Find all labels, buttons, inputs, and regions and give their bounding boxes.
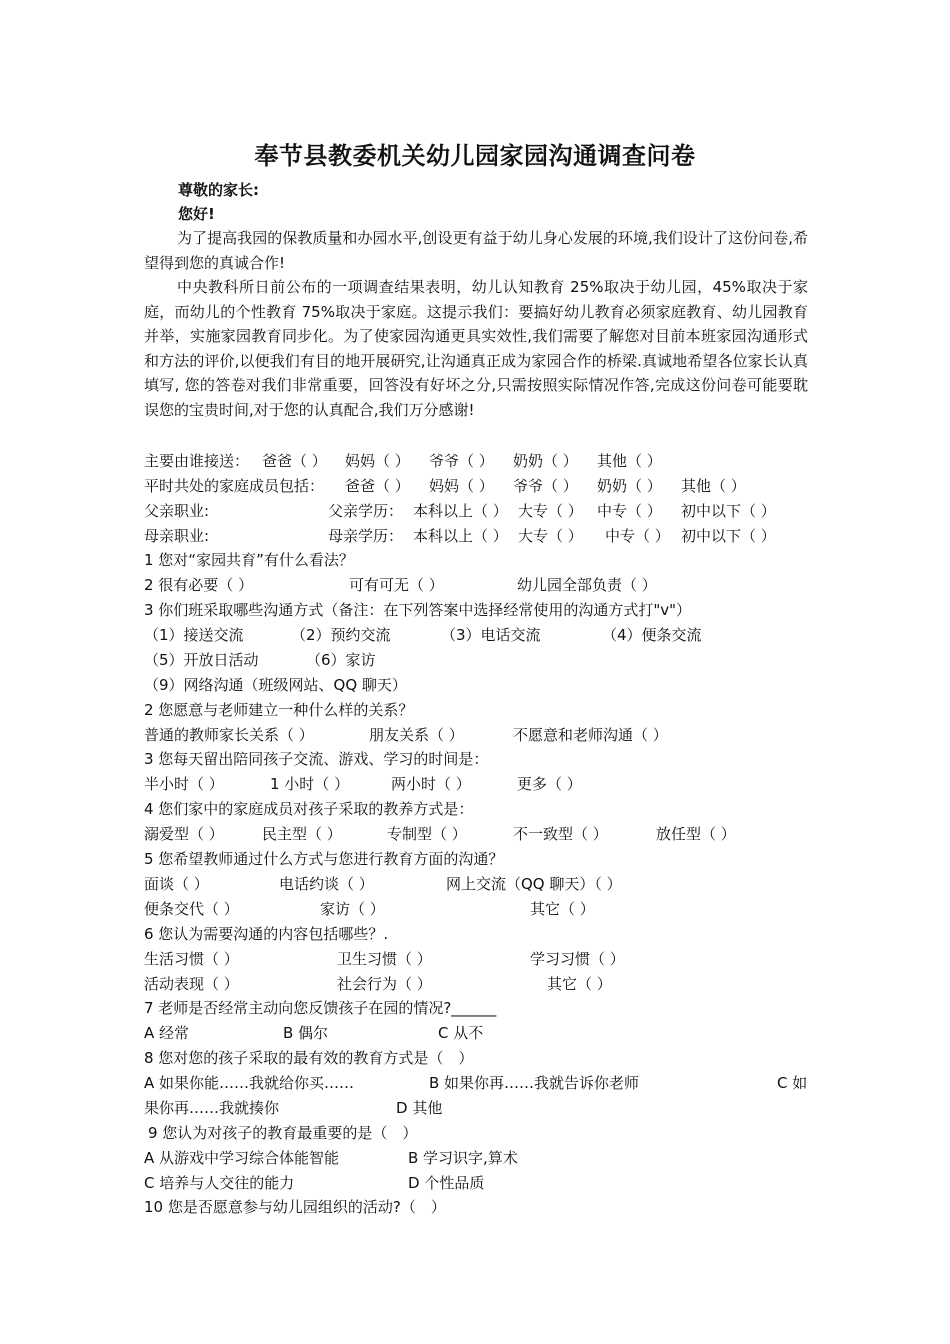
pickup-option: 其他（ ） bbox=[597, 452, 662, 470]
q7-option: A 经常 bbox=[144, 1024, 190, 1042]
q2-option: 朋友关系（ ） bbox=[369, 726, 464, 744]
mother-job-label: 母亲职业: bbox=[144, 527, 210, 545]
q6-option: 其它（ ） bbox=[547, 975, 612, 993]
q5-option: 面谈（ ） bbox=[144, 875, 209, 893]
q7-option: B 偶尔 bbox=[283, 1024, 329, 1042]
family-option: 奶奶（ ） bbox=[597, 477, 662, 495]
pickup-option: 爸爸（ ） bbox=[262, 452, 327, 470]
question-7: 7 老师是否经常主动向您反馈孩子在园的情况?______ bbox=[144, 999, 497, 1017]
mother-edu-label: 母亲学历： bbox=[328, 527, 404, 545]
pickup-label: 主要由谁接送： bbox=[144, 452, 250, 470]
mother-edu-option: 大专（ ） bbox=[518, 527, 583, 545]
q3b-option: 1 小时（ ） bbox=[270, 775, 350, 793]
q9-option: B 学习识字,算术 bbox=[408, 1149, 518, 1167]
q8-option: D 其他 bbox=[396, 1099, 443, 1117]
q7-option: C 从不 bbox=[438, 1024, 484, 1042]
q4-option: 放任型（ ） bbox=[656, 825, 736, 843]
q3b-option: 半小时（ ） bbox=[144, 775, 224, 793]
q5-option: 其它（ ） bbox=[530, 900, 595, 918]
question-1: 1 您对“家园共育”有什么看法？ bbox=[144, 551, 354, 569]
q5-option: 家访（ ） bbox=[320, 900, 385, 918]
mother-edu-option: 中专（ ） bbox=[605, 527, 670, 545]
mother-edu-option: 本科以上（ ） bbox=[413, 527, 508, 545]
question-9: 9 您认为对孩子的教育最重要的是（ ） bbox=[148, 1124, 418, 1142]
mother-edu-option: 初中以下（ ） bbox=[681, 527, 776, 545]
q6-option: 活动表现（ ） bbox=[144, 975, 239, 993]
q6-option: 社会行为（ ） bbox=[337, 975, 432, 993]
question-3-methods: 3 你们班采取哪些沟通方式（备注：在下列答案中选择经常使用的沟通方式打"v"） bbox=[144, 601, 691, 619]
salutation: 尊敬的家长: bbox=[178, 181, 259, 199]
q1-option: 2 很有必要（ ） bbox=[144, 576, 254, 594]
q3-option: （4）便条交流 bbox=[602, 626, 702, 644]
question-5: 5 您希望教师通过什么方式与您进行教育方面的沟通？ bbox=[144, 850, 504, 868]
q9-option: D 个性品质 bbox=[408, 1174, 485, 1192]
family-option: 其他（ ） bbox=[681, 477, 746, 495]
father-edu-option: 大专（ ） bbox=[518, 502, 583, 520]
pickup-option: 奶奶（ ） bbox=[513, 452, 578, 470]
q1-option: 幼儿园全部负责（ ） bbox=[517, 576, 657, 594]
question-10: 10 您是否愿意参与幼儿园组织的活动?（ ） bbox=[144, 1198, 446, 1216]
q8-option: A 如果你能……我就给你买…… bbox=[144, 1074, 355, 1092]
father-edu-label: 父亲学历： bbox=[328, 502, 404, 520]
question-3-time: 3 您每天留出陪同孩子交流、游戏、学习的时间是： bbox=[144, 750, 489, 768]
pickup-option: 爷爷（ ） bbox=[429, 452, 494, 470]
q3-option: （5）开放日活动 bbox=[144, 651, 259, 669]
intro-paragraph-2: 中央教科所日前公布的一项调查结果表明，幼儿认知教育 25%取决于幼儿园，45%取决于家庭，而幼儿的个性教育 75%取决于家庭。这提示我们：要搞好幼儿教育必须家庭教育、幼儿园教育并举，实施家园教育同步化。为了使家园沟通更具实效性,我们需要了解您对目前本班家园沟通形式和方法的评价,以便我们有目的地开展研究,让沟通真正成为家园合作的桥梁.真诚地希望各位家长认真填写, 您的答卷对我们非常重要，回答没有好坏之分,只需按照实际情况作答,完成这份问卷可能要耽误您的宝贵时间,对于您的认真配合,我们万分感谢! bbox=[144, 278, 808, 419]
q3b-option: 两小时（ ） bbox=[391, 775, 471, 793]
family-option: 妈妈（ ） bbox=[429, 477, 494, 495]
family-option: 爷爷（ ） bbox=[513, 477, 578, 495]
q4-option: 不一致型（ ） bbox=[513, 825, 608, 843]
greeting-hello: 您好! bbox=[178, 205, 215, 223]
q1-option: 可有可无（ ） bbox=[349, 576, 444, 594]
q6-option: 学习习惯（ ） bbox=[530, 950, 625, 968]
q8-option: C 如 bbox=[777, 1074, 808, 1092]
q3b-option: 更多（ ） bbox=[517, 775, 582, 793]
q5-option: 电话约谈（ ） bbox=[279, 875, 374, 893]
father-edu-option: 中专（ ） bbox=[597, 502, 662, 520]
father-job-label: 父亲职业: bbox=[144, 502, 210, 520]
q3-option: （9）网络沟通（班级网站、QQ 聊天） bbox=[144, 676, 407, 694]
q2-option: 不愿意和老师沟通（ ） bbox=[513, 726, 668, 744]
father-edu-option: 初中以下（ ） bbox=[681, 502, 776, 520]
q5-option: 便条交代（ ） bbox=[144, 900, 239, 918]
q8-option: B 如果你再……我就告诉你老师 bbox=[429, 1074, 640, 1092]
q4-option: 专制型（ ） bbox=[387, 825, 467, 843]
q9-option: C 培养与人交往的能力 bbox=[144, 1174, 295, 1192]
q6-option: 生活习惯（ ） bbox=[144, 950, 239, 968]
q3-option: （1）接送交流 bbox=[144, 626, 244, 644]
question-8: 8 您对您的孩子采取的最有效的教育方式是（ ） bbox=[144, 1049, 474, 1067]
question-4: 4 您们家中的家庭成员对孩子采取的教养方式是： bbox=[144, 800, 474, 818]
q4-option: 民主型（ ） bbox=[262, 825, 342, 843]
father-edu-option: 本科以上（ ） bbox=[413, 502, 508, 520]
q4-option: 溺爱型（ ） bbox=[144, 825, 224, 843]
q3-option: （3）电话交流 bbox=[441, 626, 541, 644]
pickup-option: 妈妈（ ） bbox=[345, 452, 410, 470]
q3-option: （6）家访 bbox=[306, 651, 376, 669]
family-label: 平时共处的家庭成员包括： bbox=[144, 477, 325, 495]
family-option: 爸爸（ ） bbox=[345, 477, 410, 495]
q2-option: 普通的教师家长关系（ ） bbox=[144, 726, 314, 744]
q9-option: A 从游戏中学习综合体能智能 bbox=[144, 1149, 340, 1167]
q6-option: 卫生习惯（ ） bbox=[337, 950, 432, 968]
question-2-relationship: 2 您愿意与老师建立一种什么样的关系？ bbox=[144, 701, 414, 719]
q5-option: 网上交流（QQ 聊天）（ ） bbox=[446, 875, 622, 893]
intro-paragraph-1: 为了提高我园的保教质量和办园水平,创设更有益于幼儿身心发展的环境,我们设计了这份问卷,希望得到您的真诚合作! bbox=[144, 229, 808, 272]
q3-option: （2）预约交流 bbox=[291, 626, 391, 644]
question-6: 6 您认为需要沟通的内容包括哪些？. bbox=[144, 925, 389, 943]
q8-option: 果你再……我就揍你 bbox=[144, 1099, 280, 1117]
document-title: 奉节县教委机关幼儿园家园沟通调查问卷 bbox=[254, 142, 696, 170]
